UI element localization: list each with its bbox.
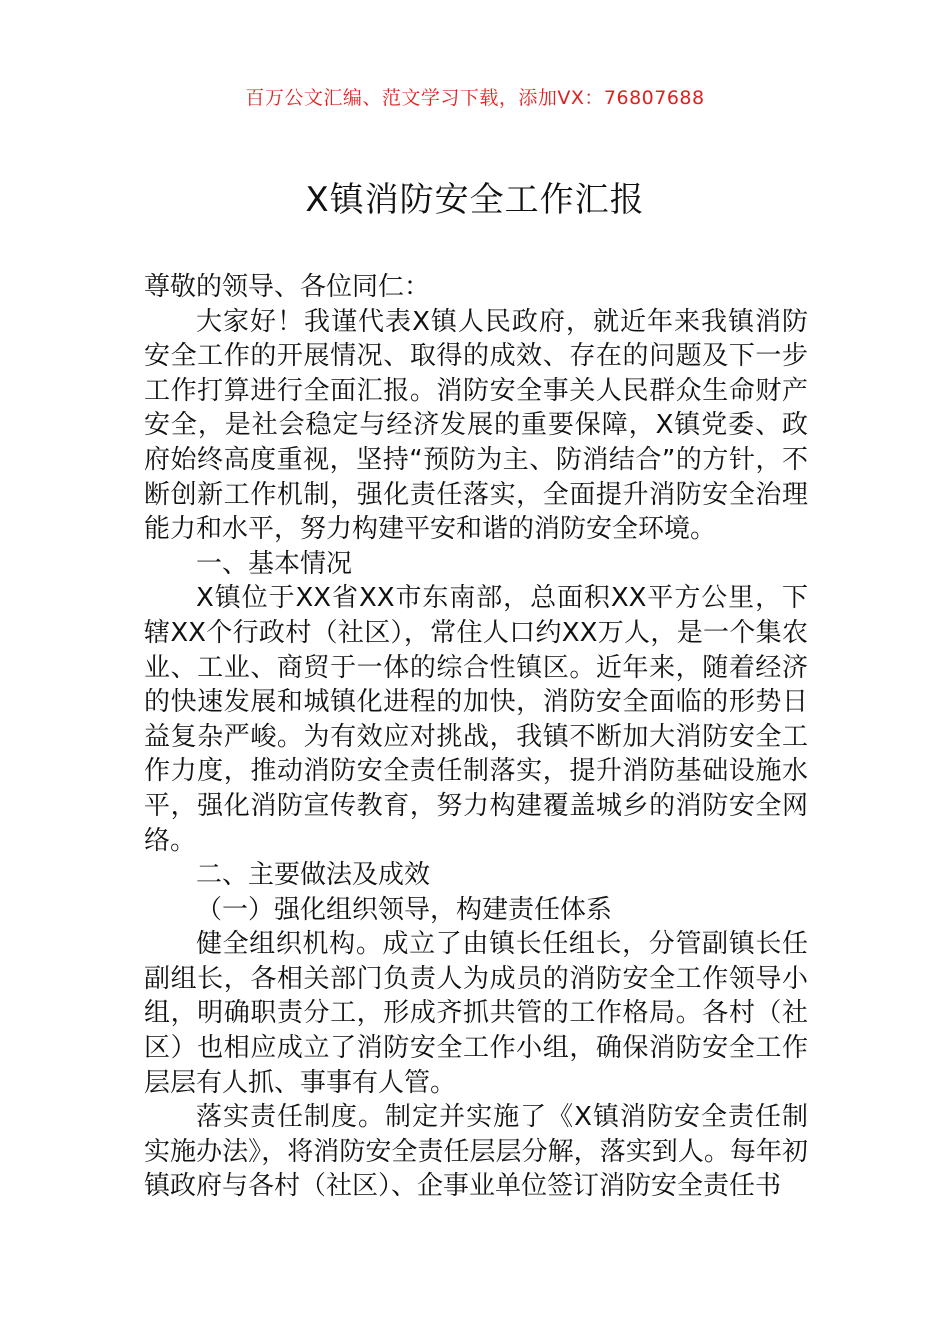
subsection-heading-organization: （一）强化组织领导，构建责任体系 [196, 894, 613, 925]
document-title: X镇消防安全工作汇报 [305, 180, 645, 220]
salutation: 尊敬的领导、各位同仁： [144, 272, 431, 302]
paragraph-intro: 大家好！我谨代表X镇人民政府，就近年来我镇消防安全工作的开展情况、取得的成效、存在的问题及下一步工作打算进行全面汇报。消防安全事关人民群众生命财产安全，是社会稳定与经济发展的重要保障，X镇党委、政府始终高度重视，坚持“预防为主、防消结合”的方针，不断创新工作机制，强化责任落实，全面提升消防安全治理能力和水平，努力构建平安和谐的消防安全环境。 [144, 306, 808, 545]
section-heading-main-practices: 二、主要做法及成效 [196, 860, 431, 891]
section-heading-basic-info: 一、基本情况 [196, 548, 353, 579]
document-body [144, 270, 808, 1204]
header-watermark-note: 百万公文汇编、范文学习下载，添加VX：76807688 [245, 87, 705, 109]
paragraph-responsibility: 落实责任制度。制定并实施了《X镇消防安全责任制实施办法》，将消防安全责任层层分解，落实到人。每年初镇政府与各村（社区）、企事业单位签订消防安全责任书 [144, 1102, 808, 1202]
paragraph-basic-info: X镇位于XX省XX市东南部，总面积XX平方公里，下辖XX个行政村（社区），常住人口约XX万人，是一个集农业、工业、商贸于一体的综合性镇区。近年来，随着经济的快速发展和城镇化进程的加快，消防安全面临的形势日益复杂严峻。为有效应对挑战，我镇不断加大消防安全工作力度，推动消防安全责任制落实，提升消防基础设施水平，强化消防宣传教育，努力构建覆盖城乡的消防安全网络。 [144, 583, 808, 856]
paragraph-organization: 健全组织机构。成立了由镇长任组长，分管副镇长任副组长，各相关部门负责人为成员的消防安全工作领导小组，明确职责分工，形成齐抓共管的工作格局。各村（社区）也相应成立了消防安全工作小组，确保消防安全工作层层有人抓、事事有人管。 [144, 929, 808, 1098]
